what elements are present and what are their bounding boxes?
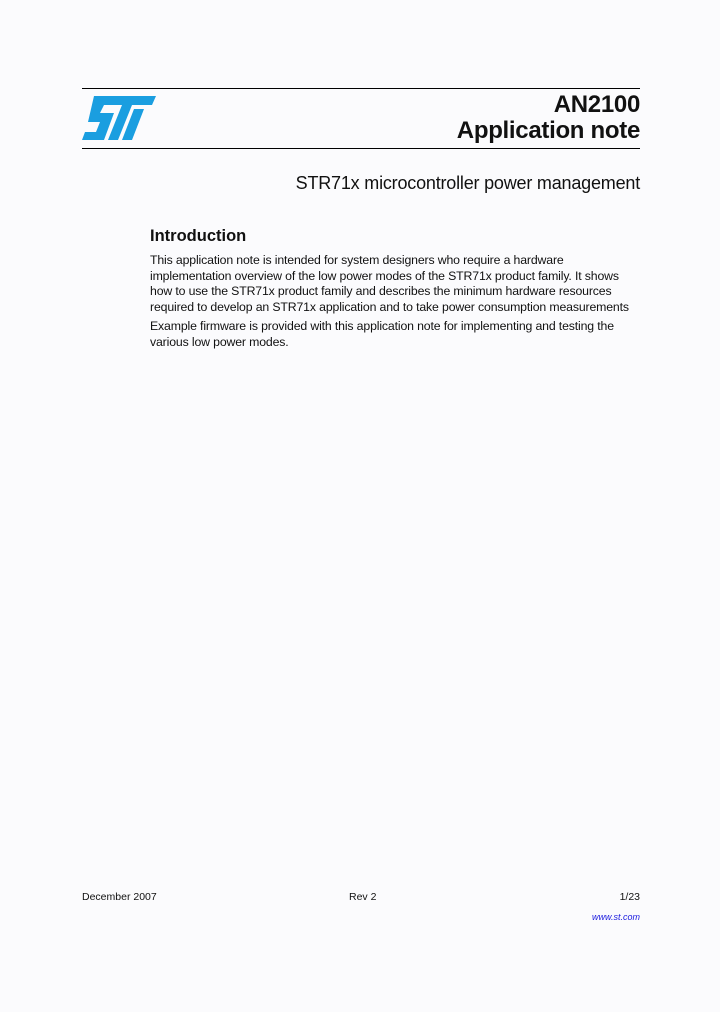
introduction-paragraph-1: [150, 253, 650, 315]
document-subtitle: STR71x microcontroller power management: [295, 173, 640, 193]
header-bottom-rule: [82, 148, 640, 149]
paragraph-line: required to develop an STR71x application and to take power consumption measurements: [150, 299, 629, 314]
section-heading-introduction: Introduction: [150, 227, 247, 245]
paragraph-line: how to use the STR71x product family and describes the minimum hardware resources: [150, 284, 612, 298]
paragraph-line: Example firmware is provided with this application note for implementing and testing the: [150, 319, 614, 333]
paragraph-line: various low power modes.: [150, 334, 289, 349]
footer-page-number: 1/23: [619, 891, 640, 903]
paragraph-line: This application note is intended for system designers who require a hardware: [150, 253, 564, 267]
document-number: AN2100: [553, 91, 640, 118]
document-type: Application note: [456, 117, 640, 144]
header-top-rule: [82, 88, 640, 89]
footer-date: December 2007: [82, 891, 157, 903]
st-logo-icon: [82, 96, 156, 140]
footer-website-link[interactable]: www.st.com: [591, 912, 640, 922]
introduction-paragraph-2: [150, 319, 650, 350]
footer-revision: Rev 2: [349, 891, 377, 903]
paragraph-line: implementation overview of the low power modes of the STR71x product family. It shows: [150, 268, 619, 283]
